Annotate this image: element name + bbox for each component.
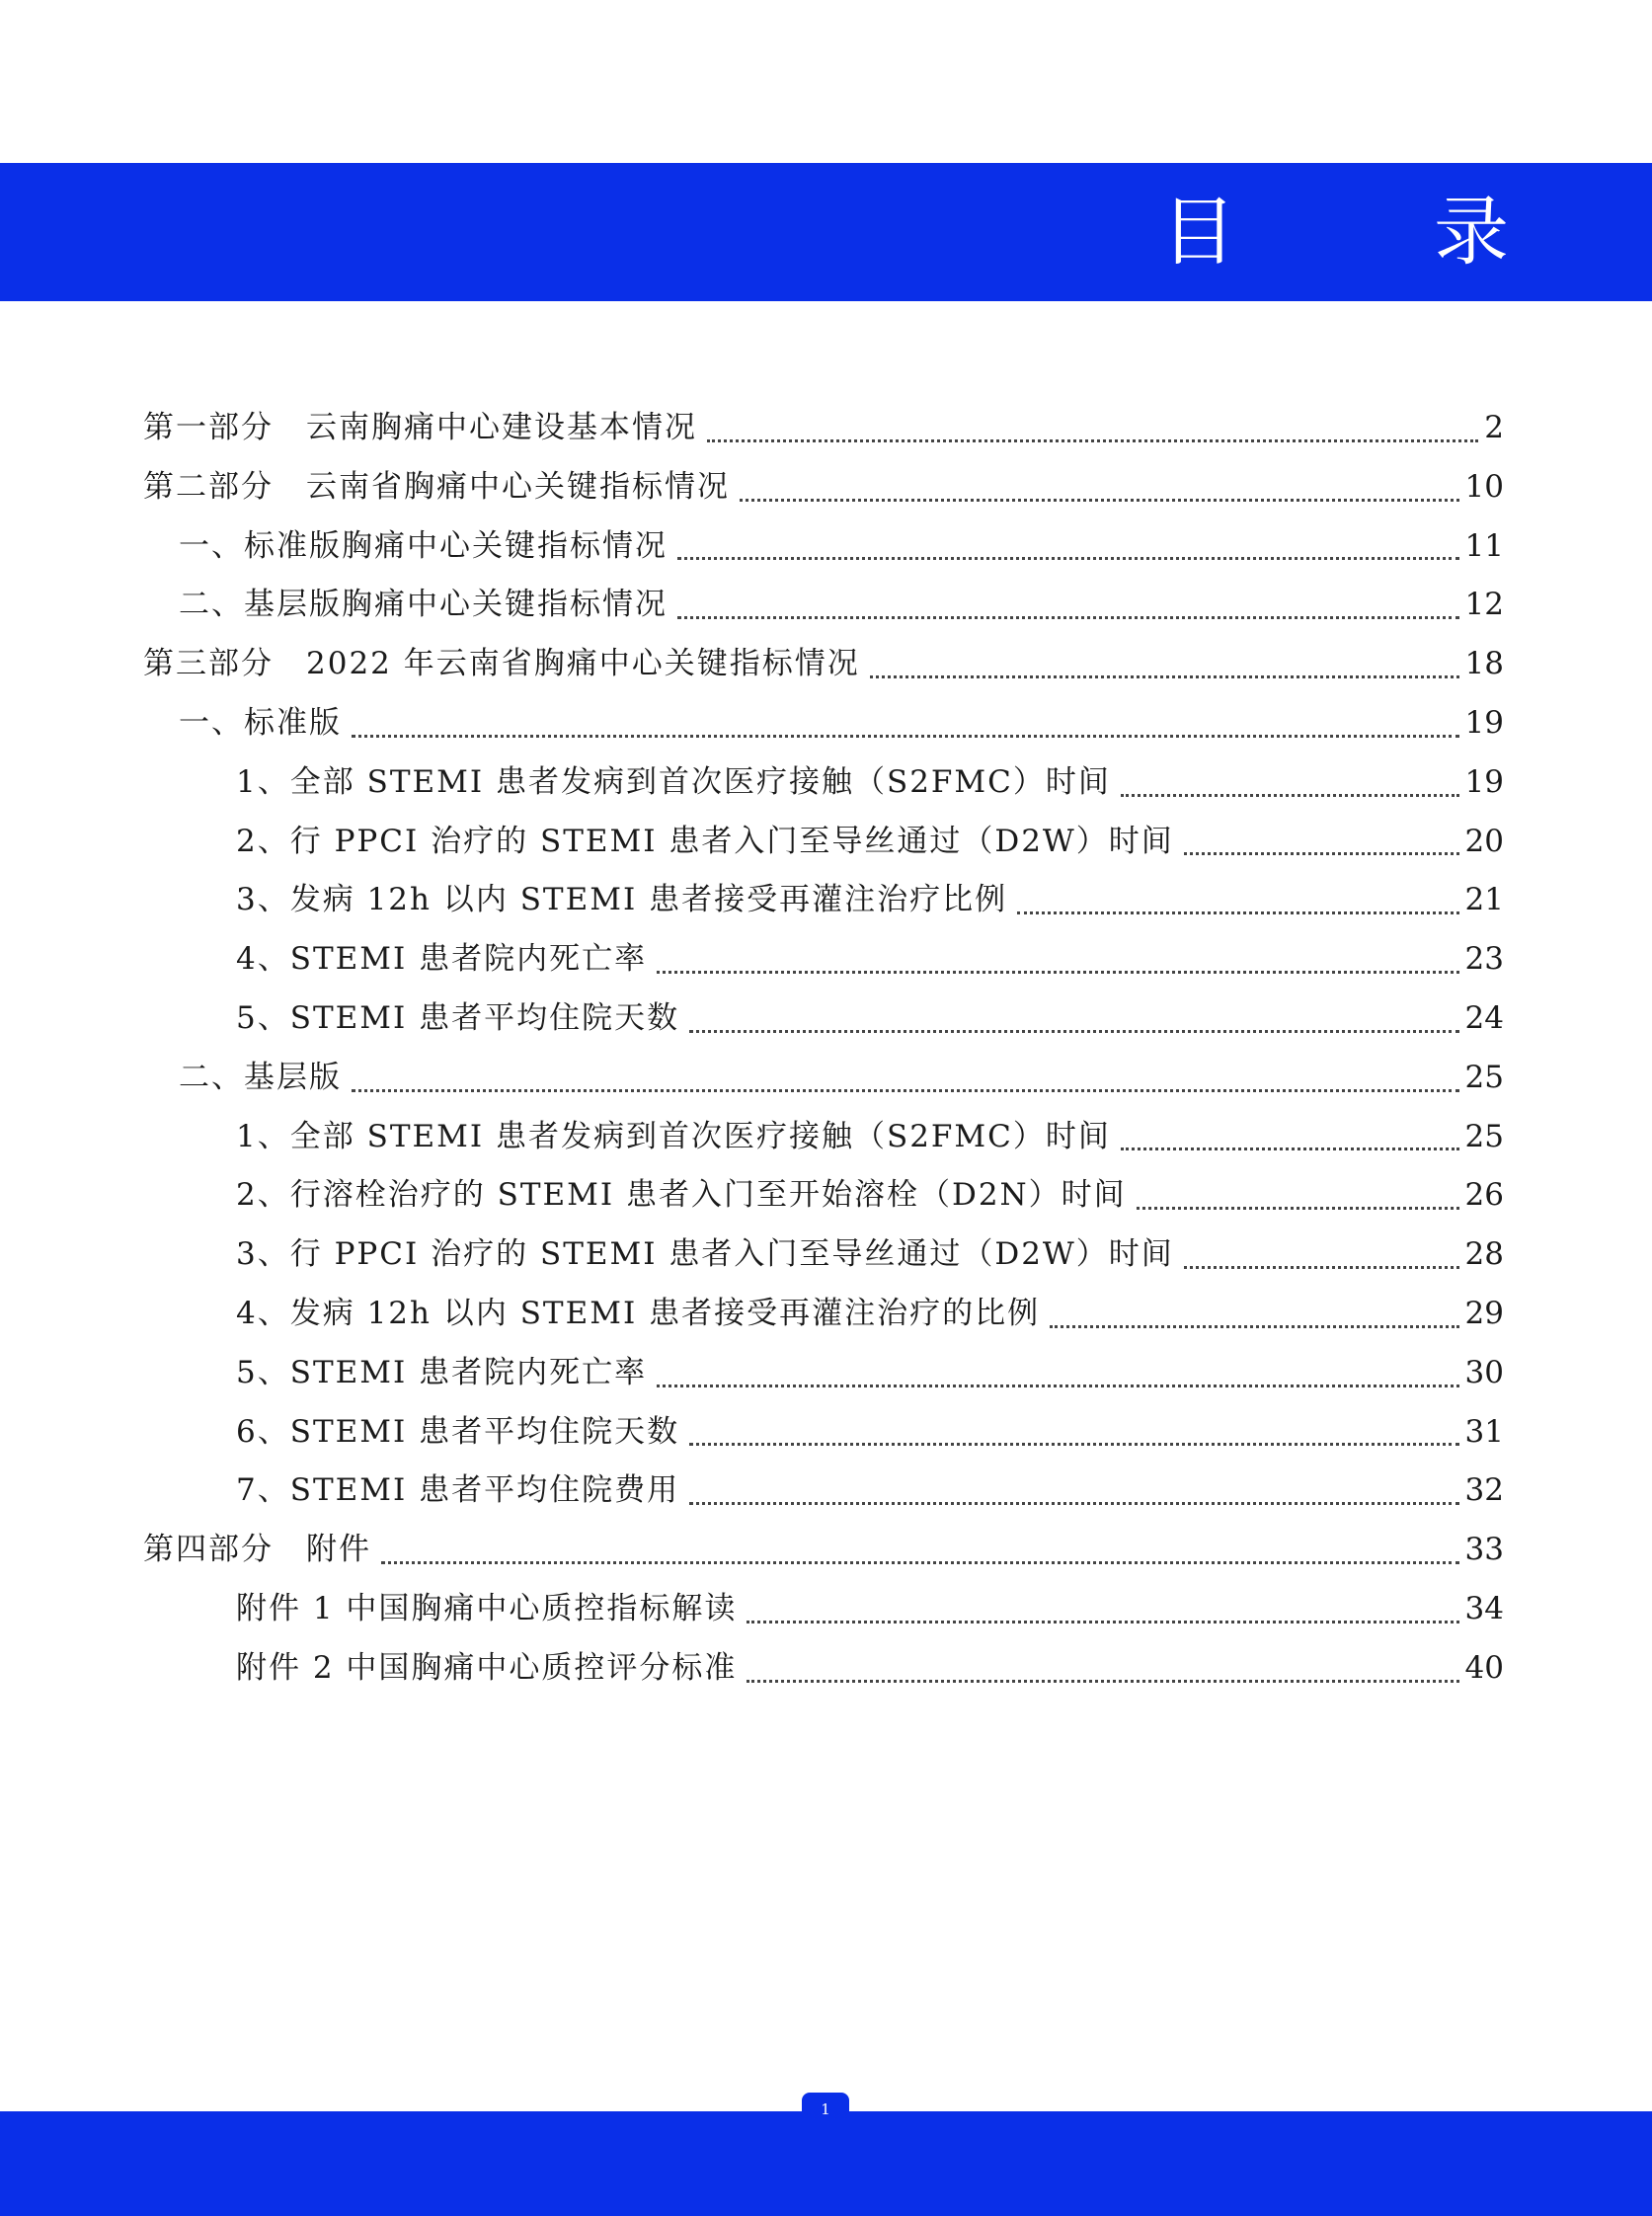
toc-entry[interactable] — [143, 517, 1504, 577]
toc-entry-page: 23 — [1464, 941, 1504, 978]
header-band — [0, 163, 1652, 301]
toc-entry-label: 3、行 PPCI 治疗的 STEMI 患者入门至导丝通过（D2W）时间 — [236, 1236, 1174, 1273]
toc-dot-leader — [1050, 1325, 1458, 1328]
toc-entry-page: 2 — [1484, 410, 1504, 445]
toc-entry[interactable] — [143, 694, 1504, 753]
page-title: 目 录 — [1160, 188, 1596, 276]
toc-entry-page: 26 — [1464, 1177, 1504, 1214]
toc-entry-label: 1、全部 STEMI 患者发病到首次医疗接触（S2FMC）时间 — [236, 763, 1111, 800]
toc-dot-leader — [1017, 911, 1458, 914]
toc-dot-leader — [689, 1502, 1458, 1505]
toc-entry-label: 第二部分 云南省胸痛中心关键指标情况 — [143, 468, 730, 505]
toc-dot-leader — [657, 971, 1458, 974]
toc-dot-leader — [870, 675, 1459, 678]
toc-entry-label: 3、发病 12h 以内 STEMI 患者接受再灌注治疗比例 — [236, 882, 1008, 918]
toc-entry-page: 10 — [1464, 468, 1504, 505]
toc-entry-page: 18 — [1464, 646, 1504, 682]
toc-entry[interactable] — [143, 930, 1504, 989]
toc-entry-label: 第三部分 2022 年云南省胸痛中心关键指标情况 — [143, 646, 860, 682]
toc-entry-label: 附件 1 中国胸痛中心质控指标解读 — [236, 1590, 738, 1626]
toc-dot-leader — [677, 557, 1459, 560]
toc-entry-page: 28 — [1464, 1236, 1504, 1273]
toc-entry-label: 一、标准版胸痛中心关键指标情况 — [179, 527, 668, 564]
toc-entry[interactable] — [143, 458, 1504, 517]
toc-entry-page: 34 — [1464, 1590, 1504, 1626]
toc-entry[interactable] — [143, 1580, 1504, 1639]
toc-entry[interactable] — [143, 989, 1504, 1049]
toc-dot-leader — [707, 439, 1478, 442]
toc-entry-label: 第一部分 云南胸痛中心建设基本情况 — [143, 410, 697, 445]
toc-entry-page: 19 — [1464, 763, 1504, 800]
toc-dot-leader — [1121, 794, 1459, 797]
toc-entry[interactable] — [143, 635, 1504, 694]
toc-dot-leader — [352, 1089, 1459, 1092]
toc-entry-page: 25 — [1464, 1059, 1504, 1095]
toc-entry[interactable] — [143, 1108, 1504, 1167]
toc-dot-leader — [689, 1443, 1458, 1446]
toc-entry-label: 一、标准版 — [179, 704, 342, 741]
toc-entry-label: 2、行 PPCI 治疗的 STEMI 患者入门至导丝通过（D2W）时间 — [236, 823, 1174, 859]
toc-entry-page: 12 — [1464, 587, 1504, 623]
toc-dot-leader — [1184, 852, 1459, 855]
toc-dot-leader — [747, 1621, 1458, 1623]
toc-entry[interactable] — [143, 1285, 1504, 1344]
toc-entry[interactable] — [143, 753, 1504, 813]
toc-entry-page: 30 — [1464, 1354, 1504, 1390]
toc-dot-leader — [1121, 1148, 1459, 1150]
toc-dot-leader — [677, 616, 1459, 619]
toc-dot-leader — [657, 1385, 1458, 1387]
toc-entry[interactable] — [143, 1166, 1504, 1226]
toc-dot-leader — [689, 1030, 1458, 1033]
toc-entry-label: 1、全部 STEMI 患者发病到首次医疗接触（S2FMC）时间 — [236, 1118, 1111, 1154]
toc-entry-page: 11 — [1464, 527, 1504, 564]
toc-entry-page: 25 — [1464, 1118, 1504, 1154]
toc-entry-label: 7、STEMI 患者平均住院费用 — [236, 1472, 680, 1509]
toc-dot-leader — [747, 1680, 1458, 1683]
table-of-contents — [143, 399, 1504, 1699]
toc-entry[interactable] — [143, 1226, 1504, 1285]
toc-entry-page: 32 — [1464, 1472, 1504, 1509]
toc-entry[interactable] — [143, 1462, 1504, 1521]
toc-entry-label: 2、行溶栓治疗的 STEMI 患者入门至开始溶栓（D2N）时间 — [236, 1177, 1127, 1214]
toc-entry-page: 20 — [1464, 823, 1504, 859]
toc-entry-label: 4、发病 12h 以内 STEMI 患者接受再灌注治疗的比例 — [236, 1295, 1041, 1331]
footer-band — [0, 2111, 1652, 2216]
toc-entry-page: 24 — [1464, 999, 1504, 1036]
toc-entry[interactable] — [143, 1403, 1504, 1463]
toc-entry[interactable] — [143, 576, 1504, 635]
toc-dot-leader — [1137, 1207, 1459, 1210]
toc-entry-label: 5、STEMI 患者院内死亡率 — [236, 1354, 648, 1390]
toc-entry[interactable] — [143, 399, 1504, 458]
toc-entry[interactable] — [143, 813, 1504, 872]
toc-entry-label: 附件 2 中国胸痛中心质控评分标准 — [236, 1649, 738, 1686]
toc-entry[interactable] — [143, 1049, 1504, 1108]
toc-entry-page: 31 — [1464, 1413, 1504, 1450]
toc-entry-page: 40 — [1464, 1649, 1504, 1686]
toc-dot-leader — [1184, 1266, 1459, 1269]
toc-entry-page: 29 — [1464, 1295, 1504, 1331]
toc-entry[interactable] — [143, 1521, 1504, 1580]
toc-dot-leader — [381, 1561, 1459, 1564]
toc-entry-label: 第四部分 附件 — [143, 1532, 371, 1568]
toc-dot-leader — [352, 735, 1459, 738]
toc-entry-page: 19 — [1464, 704, 1504, 741]
toc-entry-page: 21 — [1464, 882, 1504, 918]
toc-entry-page: 33 — [1464, 1532, 1504, 1568]
toc-entry-label: 二、基层版 — [179, 1059, 342, 1095]
toc-entry[interactable] — [143, 1639, 1504, 1699]
toc-entry-label: 二、基层版胸痛中心关键指标情况 — [179, 587, 668, 623]
toc-entry-label: 4、STEMI 患者院内死亡率 — [236, 941, 648, 978]
toc-entry-label: 6、STEMI 患者平均住院天数 — [236, 1413, 680, 1450]
toc-entry[interactable] — [143, 871, 1504, 930]
toc-entry[interactable] — [143, 1344, 1504, 1403]
toc-entry-label: 5、STEMI 患者平均住院天数 — [236, 999, 680, 1036]
toc-dot-leader — [740, 499, 1459, 502]
page-number: 1 — [802, 2093, 849, 2122]
